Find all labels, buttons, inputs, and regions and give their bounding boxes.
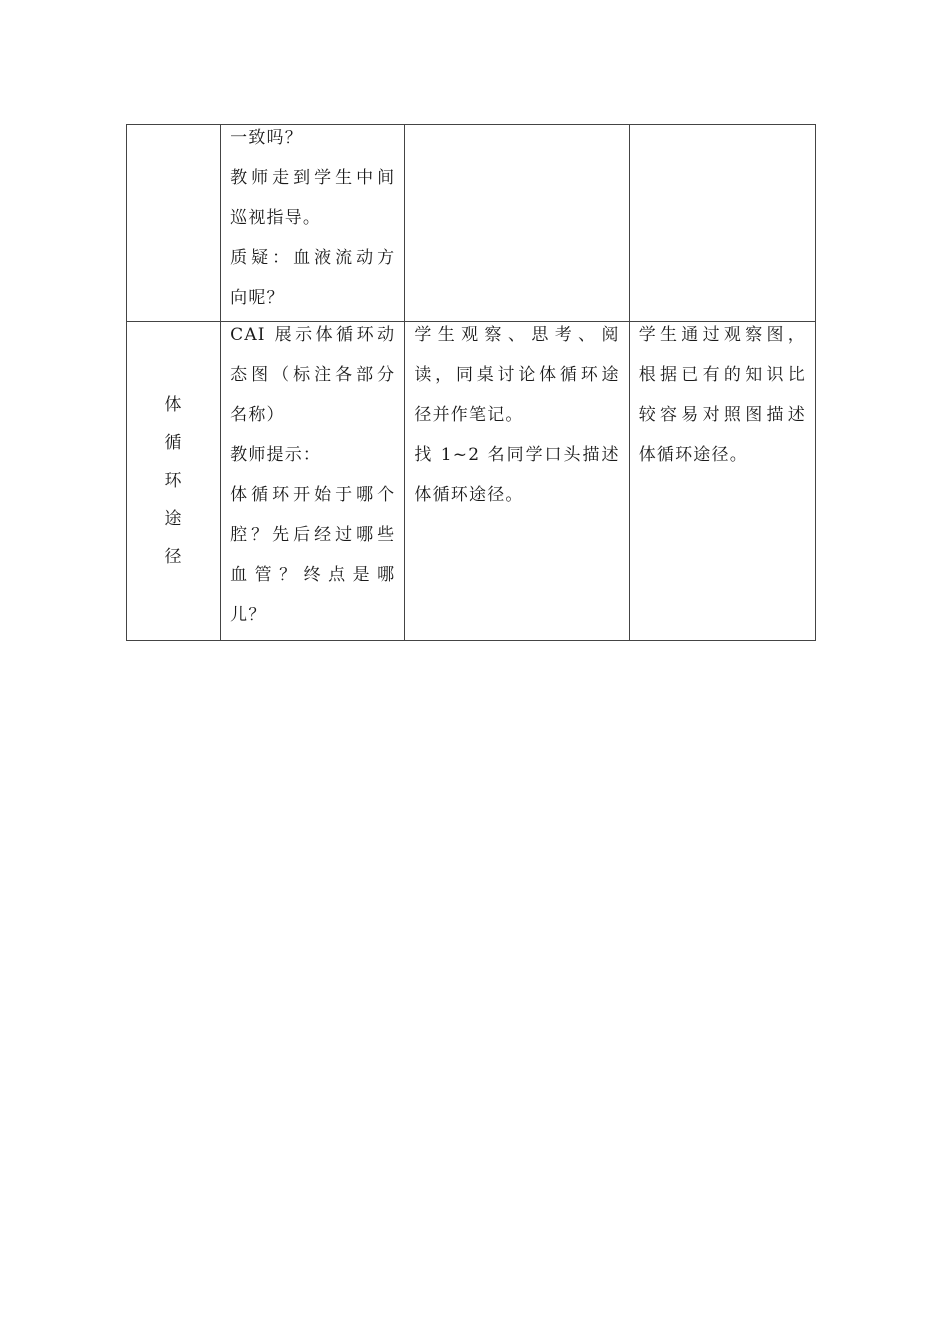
- design-intent-cell: [629, 125, 815, 322]
- text-line: 体循环途径。: [638, 445, 748, 465]
- table-row: [127, 322, 816, 641]
- text-line: 体循环途径。: [414, 485, 524, 505]
- design-intent-cell: [629, 322, 815, 641]
- section-title-char: 循: [164, 433, 183, 453]
- text-line: 较容易对照图描述: [638, 405, 806, 425]
- text-line: 巡视指导。: [230, 208, 322, 228]
- lesson-plan-table: [126, 124, 816, 641]
- text-line: 腔？先后经过哪些: [230, 525, 396, 545]
- text-line: 态图（标注各部分: [230, 365, 396, 385]
- text-line: 质疑：血液流动方: [230, 248, 396, 268]
- text-line: 一致吗？: [230, 128, 303, 148]
- text-line: 学生通过观察图，: [638, 325, 806, 345]
- student-activity-cell: [405, 322, 629, 641]
- section-title-char: 环: [164, 471, 183, 491]
- text-line: 名称）: [230, 405, 285, 425]
- text-line: 血管？终点是哪: [230, 565, 396, 585]
- section-title-char: 径: [164, 547, 183, 567]
- section-cell: [127, 125, 221, 322]
- text-line: CAI 展示体循环动: [230, 325, 396, 345]
- teacher-activity-cell: [221, 125, 405, 322]
- student-activity-cell: [405, 125, 629, 322]
- section-title-char: 途: [164, 509, 183, 529]
- text-line: 教师提示：: [230, 445, 322, 465]
- table-row: [127, 125, 816, 322]
- text-line: 读，同桌讨论体循环途: [414, 365, 620, 385]
- text-line: 根据已有的知识比: [638, 365, 806, 385]
- text-line: 学生观察、思考、阅: [414, 325, 620, 345]
- section-title-char: 体: [164, 395, 183, 415]
- text-line: 儿？: [230, 605, 267, 625]
- text-line: 找 1~2 名同学口头描述: [414, 445, 620, 465]
- section-title-cell: [127, 322, 221, 641]
- teacher-activity-cell: [221, 322, 405, 641]
- text-line: 教师走到学生中间: [230, 168, 396, 188]
- text-line: 体循环开始于哪个: [230, 485, 396, 505]
- text-line: 向呢？: [230, 288, 285, 308]
- text-line: 径并作笔记。: [414, 405, 524, 425]
